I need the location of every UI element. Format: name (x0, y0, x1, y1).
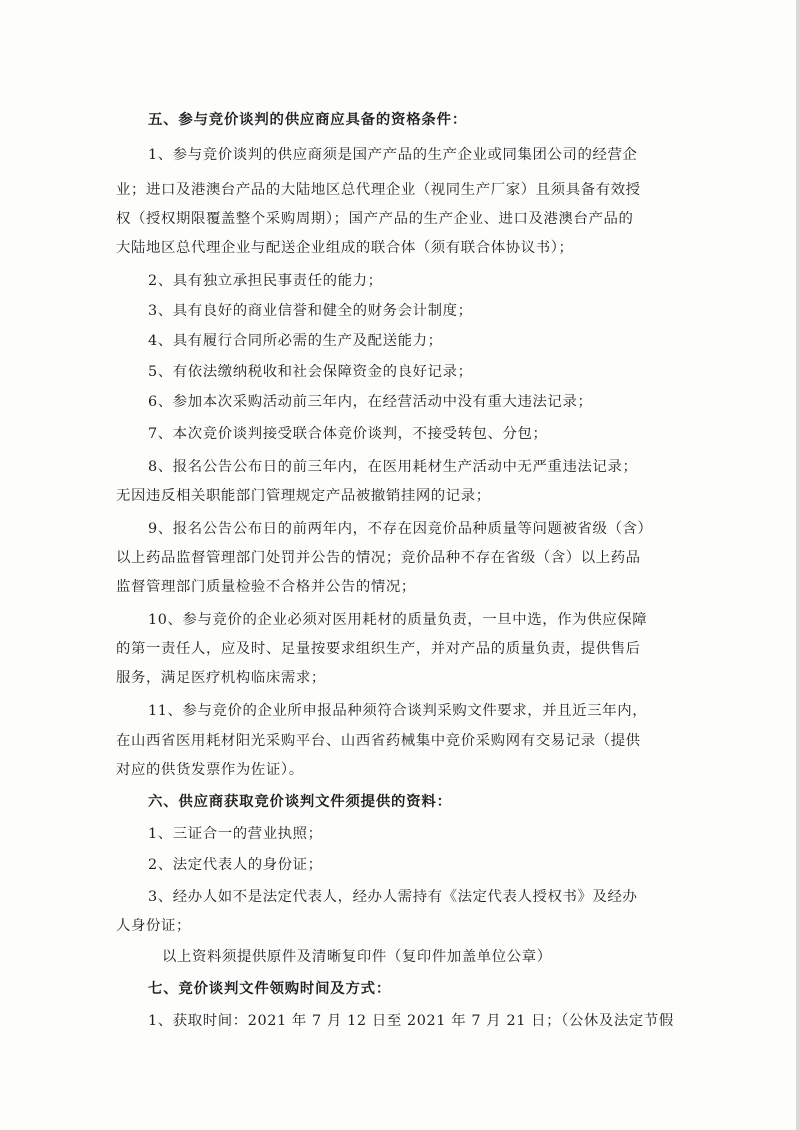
scan-edge (796, 0, 800, 1130)
paragraph-line: 7、本次竞价谈判接受联合体竞价谈判，不接受转包、分包； (148, 426, 548, 442)
paragraph-line: 大陆地区总代理企业与配送企业组成的联合体（须有联合体协议书）； (116, 240, 574, 256)
paragraph-line: 6、参加本次采购活动前三年内，在经营活动中没有重大违法记录； (148, 394, 593, 410)
paragraph-line: 5、有依法缴纳税收和社会保障资金的良好记录； (148, 364, 473, 380)
paragraph-line: 在山西省医用耗材阳光采购平台、山西省药械集中竞价采购网有交易记录（提供 (116, 733, 641, 749)
paragraph-line: 无因违反相关职能部门管理规定产品被撤销挂网的记录； (116, 488, 491, 504)
paragraph-line: 3、经办人如不是法定代表人，经办人需持有《法定代表人授权书》及经办 (148, 889, 638, 905)
paragraph-line: 1、获取时间：2021 年 7 月 12 日至 2021 年 7 月 21 日；（公休及法定节假 (148, 1013, 674, 1029)
paragraph-line: 10、参与竞价的企业必须对医用耗材的质量负责，一旦中选，作为供应保障 (148, 612, 648, 628)
paragraph-line: 9、报名公告公布日的前两年内，不存在因竞价品种质量等问题被省级（含） (148, 521, 653, 537)
paragraph-line: 2、具有独立承担民事责任的能力； (148, 273, 383, 289)
paragraph-line: 权（授权期限覆盖整个采购周期）；国产产品的生产企业、进口及港澳台产品的 (116, 211, 634, 227)
paragraph-line: 11、参与竞价的企业所申报品种须符合谈判采购文件要求，并且近三年内， (148, 703, 648, 719)
section-6-heading: 六、供应商获取竞价谈判文件须提供的资料： (148, 793, 452, 810)
paragraph-line: 3、具有良好的商业信誉和健全的财务会计制度； (148, 303, 473, 319)
paragraph-line: 以上资料须提供原件及清晰复印件（复印件加盖单位公章） (162, 949, 552, 965)
paragraph-line: 4、具有履行合同所必需的生产及配送能力； (148, 333, 443, 349)
paragraph-line: 人身份证； (116, 918, 191, 934)
paragraph-line: 1、参与竞价谈判的供应商须是国产产品的生产企业或同集团公司的经营企 (148, 147, 638, 163)
paragraph-line: 2、法定代表人的身份证； (148, 857, 323, 873)
section-5-heading: 五、参与竞价谈判的供应商应具备的资格条件： (148, 111, 468, 128)
paragraph-line: 1、三证合一的营业执照； (148, 826, 323, 842)
paragraph-line: 以上药品监督管理部门处罚并公告的情况；竞价品种不存在省级（含）以上药品 (116, 550, 641, 566)
paragraph-line: 服务，满足医疗机构临床需求； (116, 670, 326, 686)
paragraph-line: 业；进口及港澳台产品的大陆地区总代理企业（视同生产厂家）且须具备有效授 (116, 182, 641, 198)
paragraph-line: 的第一责任人，应及时、足量按要求组织生产，并对产品的质量负责，提供售后 (116, 641, 641, 657)
section-7-heading: 七、竞价谈判文件领购时间及方式： (148, 980, 392, 997)
paragraph-line: 对应的供货发票作为佐证）。 (116, 762, 304, 778)
paragraph-line: 8、报名公告公布日的前三年内，在医用耗材生产活动中无严重违法记录； (148, 459, 638, 475)
paragraph-line: 监督管理部门质量检验不合格并公告的情况； (116, 579, 416, 595)
